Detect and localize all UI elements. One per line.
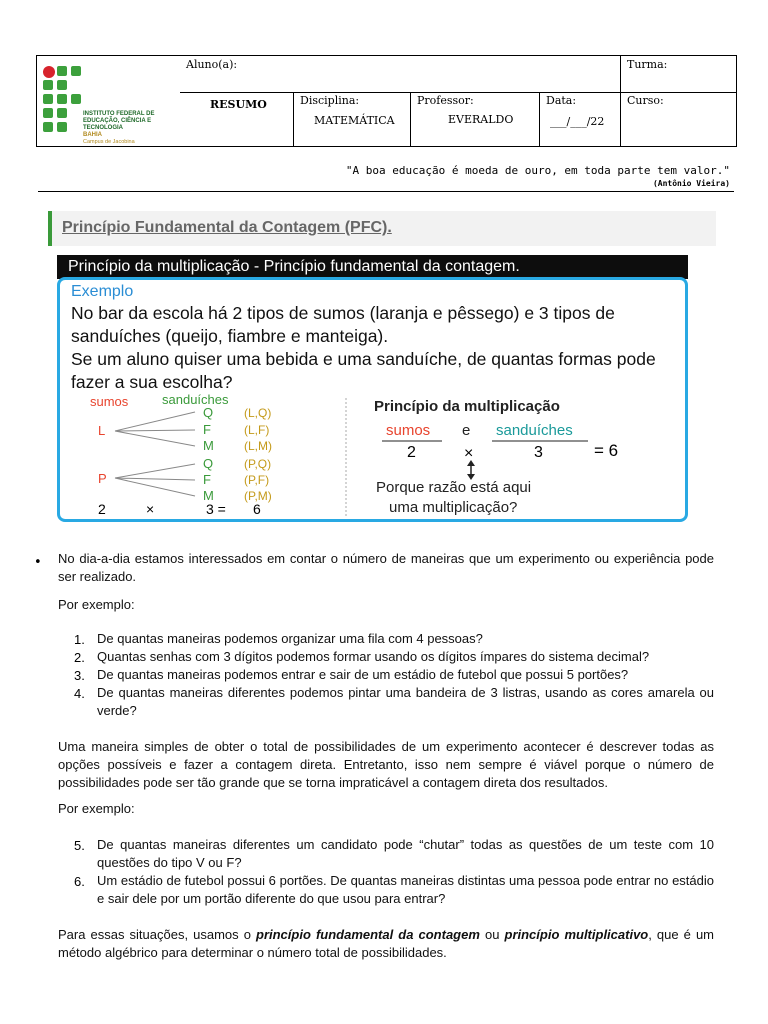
tree-sanduiches: sanduíches (162, 392, 229, 407)
tree-bottom-x: × (146, 501, 155, 517)
tree-child: Q (203, 456, 214, 471)
tree-pair: (P,Q) (244, 457, 272, 471)
example-heading: Princípio da multiplicação - Princípio fundamental da contagem. (57, 255, 688, 279)
list-number: 2. (74, 650, 85, 665)
list-item: De quantas maneiras podemos entrar e sair de um estádio de futebol que possui 5 portões? (97, 667, 629, 682)
institute-logo (43, 66, 175, 144)
aluno-label: Aluno(a): (186, 58, 238, 71)
right-2: 2 (407, 444, 416, 461)
right-sumos: sumos (386, 422, 431, 439)
turma-label: Turma: (627, 58, 668, 71)
right-e: e (462, 422, 471, 439)
tree-child: M (203, 438, 214, 453)
resumo-label: RESUMO (210, 98, 267, 111)
right-question-2: uma multiplicação? (389, 499, 518, 516)
bullet-icon: • (34, 555, 42, 570)
tree-pair: (L,M) (244, 439, 272, 453)
data-value: ___/___/22 (550, 115, 605, 128)
tree-bottom-6: 6 (253, 501, 261, 517)
right-question-1: Porque razão está aqui (376, 479, 532, 496)
tree-P: P (98, 471, 107, 486)
por-exemplo-1: Por exemplo: (58, 597, 135, 612)
list-item: De quantas maneiras diferentes um candidato pode “chutar” todas as questões de um teste com 10 questões do tipo V ou F? (97, 837, 714, 870)
right-title: Princípio da multiplicação (374, 398, 560, 415)
tree-child: M (203, 488, 214, 503)
section-title-bar (48, 211, 716, 246)
section-title: Princípio Fundamental da Contagem (PFC). (62, 219, 392, 236)
tree-pair: (L,F) (244, 423, 270, 437)
example-diagram (60, 280, 685, 519)
header-row-1 (180, 56, 736, 93)
list-number: 3. (74, 668, 85, 683)
example-box (57, 277, 688, 522)
tree-L: L (98, 423, 106, 438)
logo-cell (37, 56, 180, 146)
data-label: Data: (546, 94, 577, 107)
example-text-2: Se um aluno quiser uma bebida e uma sanduíche, de quantas formas pode fazer a sua escolha? (71, 349, 656, 392)
right-sanduiches: sanduíches (496, 422, 573, 439)
tree-pair: (L,Q) (244, 406, 272, 420)
tree-bottom-2: 2 (98, 501, 106, 517)
example-label: Exemplo (71, 283, 134, 300)
tree-bottom-eq: 3 = (206, 501, 226, 517)
quote-author: (Antônio Vieira) (652, 179, 730, 188)
disciplina-label: Disciplina: (300, 94, 360, 107)
term-multiplicativo: princípio multiplicativo (504, 927, 649, 942)
final-paragraph: Para essas situações, usamos o princípio fundamental da contagem ou princípio multiplicativo, que é um método algébrico para determinar o número total de possibilidades. (58, 927, 714, 960)
example-text-1: No bar da escola há 2 tipos de sumos (laranja e pêssego) e 3 tipos de sanduíches (queijo, fiambre e manteiga). (71, 303, 615, 346)
list-item: Um estádio de futebol possui 6 portões. De quantas maneiras distintas uma pessoa pode entrar no estádio e sair dele por um portão diferente do que usou para entrar? (97, 873, 714, 906)
tree-sumos: sumos (90, 394, 129, 409)
header-row-2 (180, 93, 736, 146)
header-table (36, 55, 737, 147)
divider (38, 191, 734, 192)
professor-label: Professor: (417, 94, 474, 107)
disciplina-value: MATEMÁTICA (314, 114, 395, 127)
list-item: Quantas senhas com 3 dígitos podemos formar usando os dígitos ímpares do sistema decimal? (97, 649, 650, 664)
list-number: 5. (74, 838, 85, 853)
tree-child: F (203, 422, 211, 437)
term-pfc: princípio fundamental da contagem (256, 927, 480, 942)
tree-pair: (P,M) (244, 489, 272, 503)
list-item: De quantas maneiras podemos organizar uma fila com 4 pessoas? (97, 631, 483, 646)
list-number: 6. (74, 874, 85, 889)
list-number: 4. (74, 686, 85, 701)
tree-child: F (203, 472, 211, 487)
tree-pair: (P,F) (244, 473, 270, 487)
right-3: 3 (534, 444, 543, 461)
quote-text: "A boa educação é moeda de ouro, em toda parte tem valor." (345, 164, 730, 177)
logo-text: INSTITUTO FEDERAL DE EDUCAÇÃO, CIÊNCIA E TECNOLOGIA BAHIA Campus de Jacobina (83, 111, 155, 145)
por-exemplo-2: Por exemplo: (58, 801, 135, 816)
intro-paragraph: No dia-a-dia estamos interessados em contar o número de maneiras que um experimento ou experiência pode ser realizado. (58, 551, 714, 584)
list-number: 1. (74, 632, 85, 647)
tree-child: Q (203, 405, 214, 420)
right-eq: = 6 (594, 441, 619, 460)
list-item: De quantas maneiras diferentes podemos pintar uma bandeira de 3 listras, usando as cores amarela ou verde? (97, 685, 714, 718)
paragraph-1: Uma maneira simples de obter o total de possibilidades de um experimento acontecer é descrever todas as opções possíveis e fazer a contagem direta. Entretanto, isso nem sempre é viável porque o número de possibilidades pode ser tão grande que se torna impraticável a contagem direta dos resultados. (58, 739, 714, 790)
professor-value: EVERALDO (448, 113, 514, 126)
curso-label: Curso: (627, 94, 664, 107)
right-x: × (464, 445, 474, 462)
